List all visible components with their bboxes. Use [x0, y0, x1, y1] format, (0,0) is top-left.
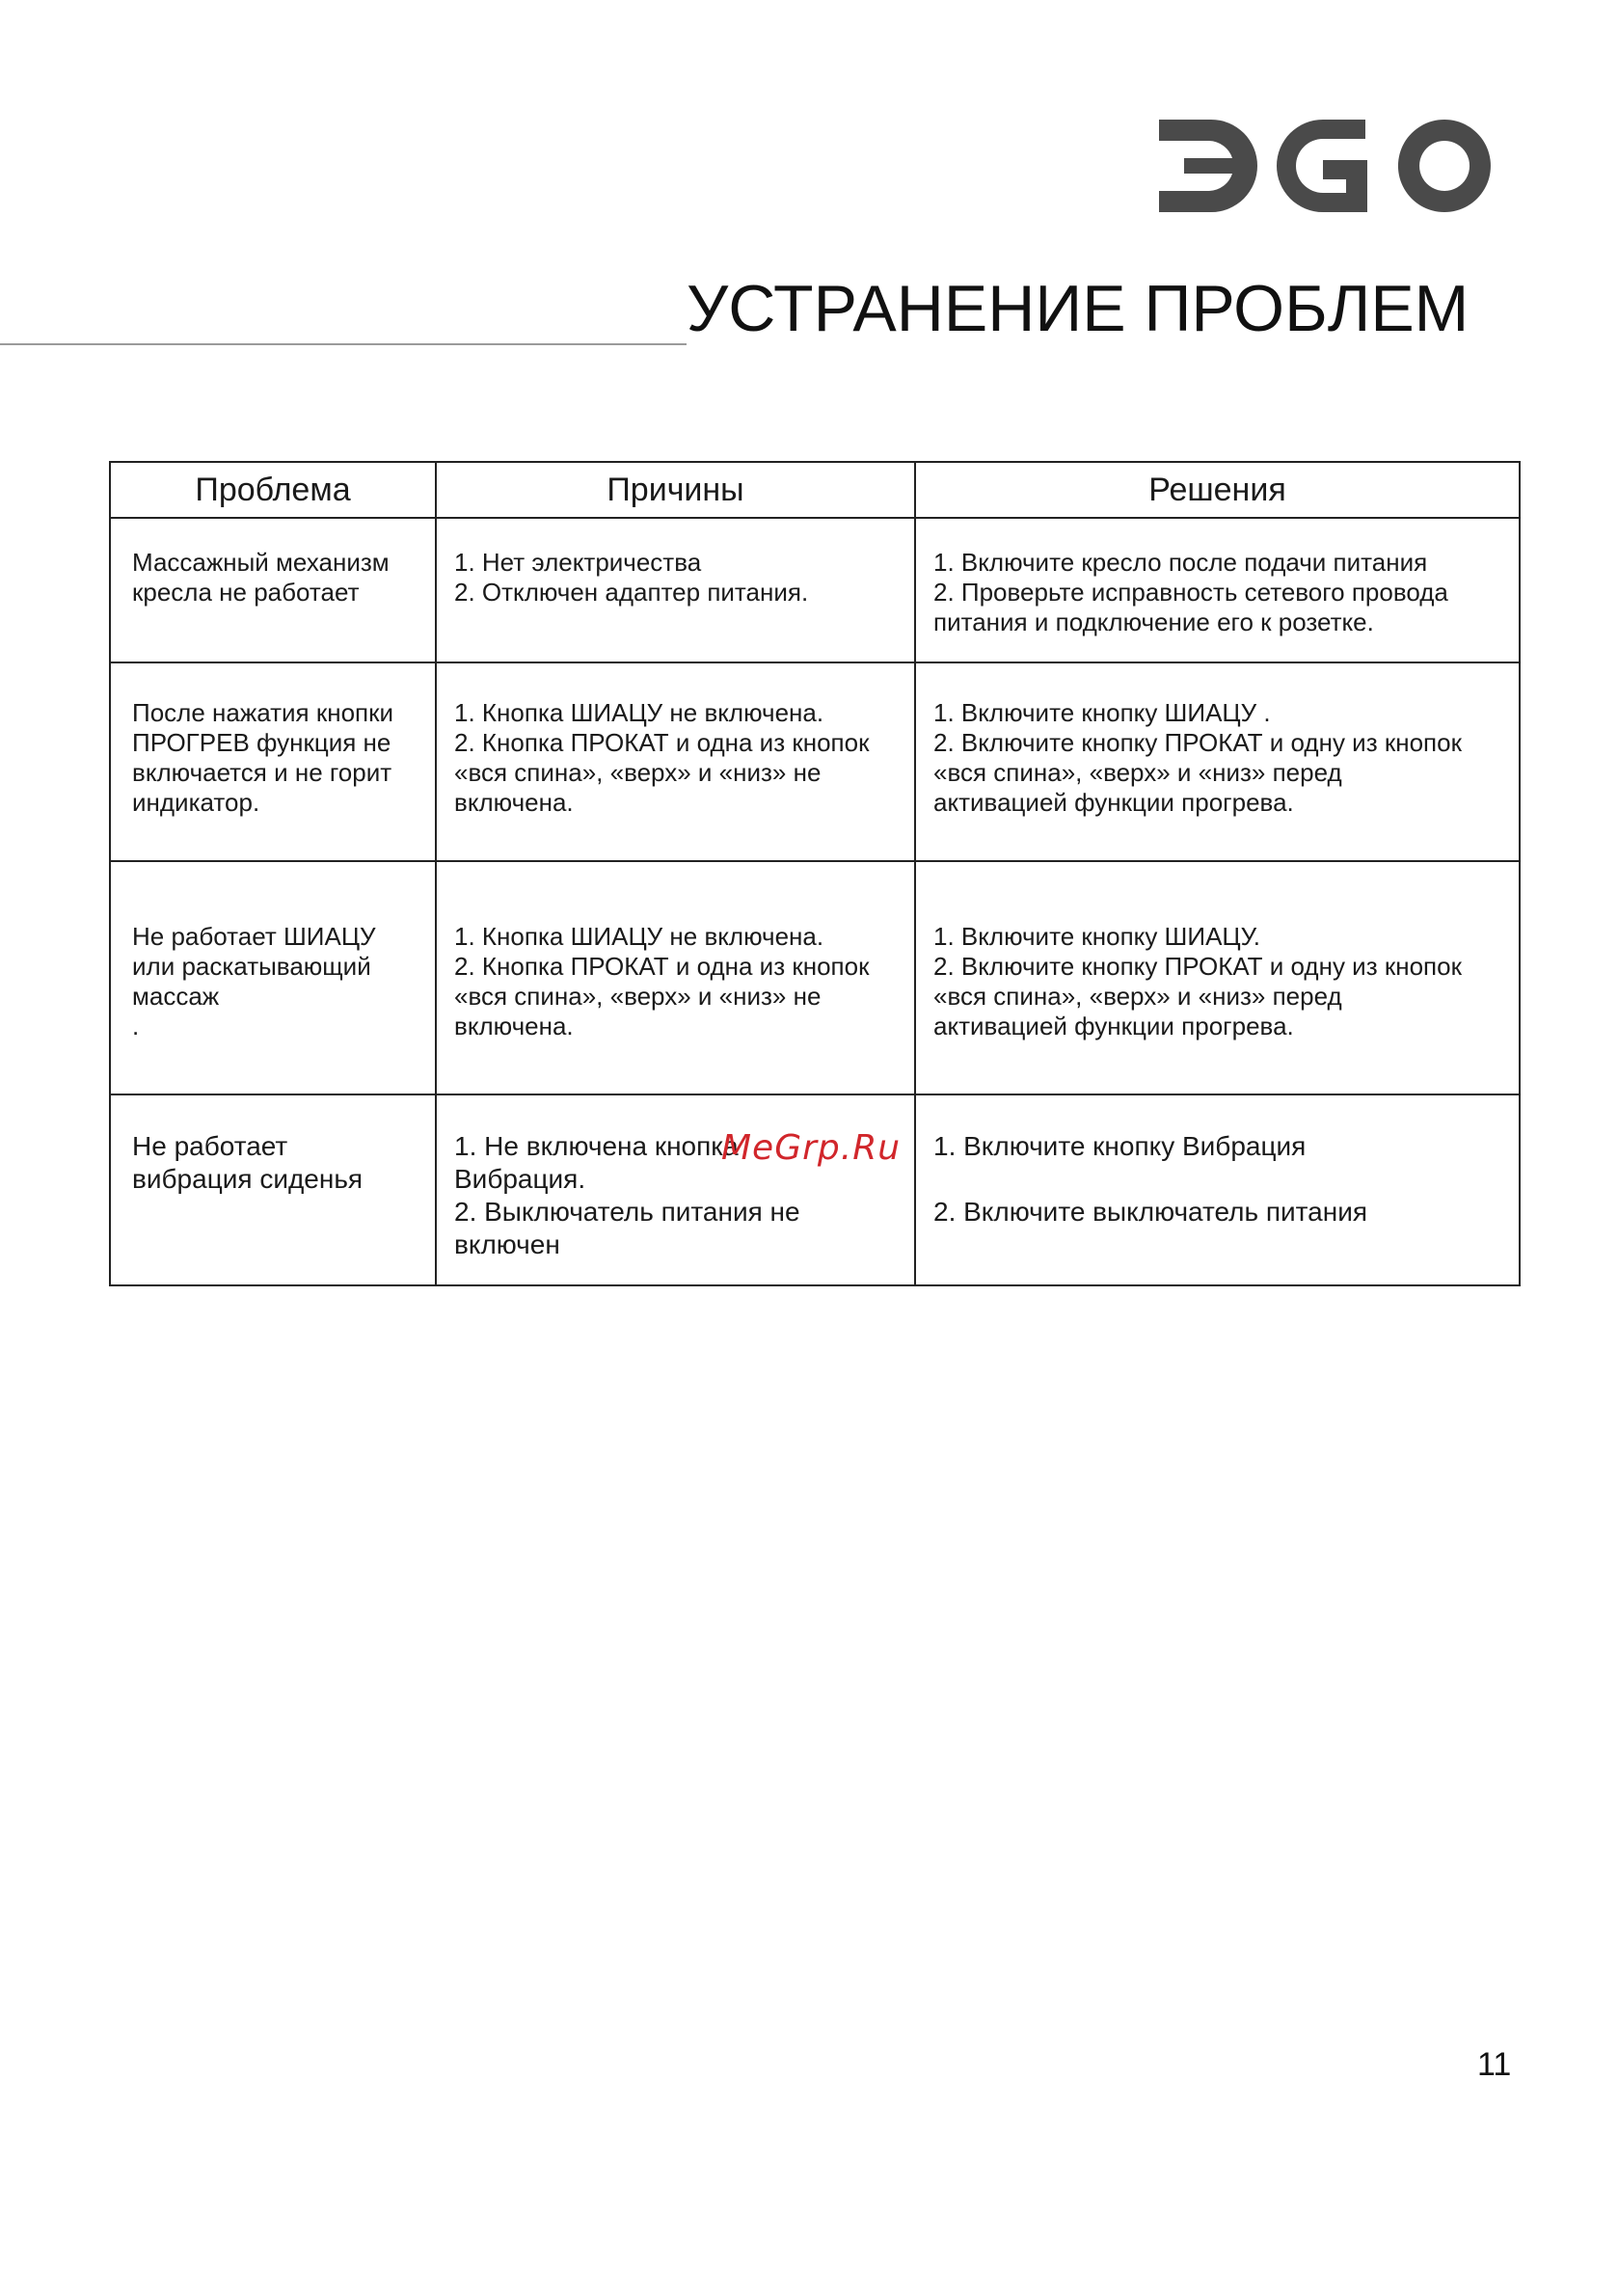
solutions-text: 1. Включите кнопку ШИАЦУ . 2. Включите кнопку ПРОКАТ и одну из кнопок «вся спина», «верх» и «низ» перед активацией функции прогрева.: [933, 698, 1462, 817]
problem-cell: [110, 662, 436, 861]
solutions-cell: [915, 1094, 1520, 1285]
causes-cell: [436, 861, 915, 1094]
causes-cell: [436, 1094, 915, 1285]
page-title: УСТРАНЕНИЕ ПРОБЛЕМ: [687, 272, 1470, 345]
problem-cell: [110, 861, 436, 1094]
causes-text: 1. Не включена кнопка Вибрация. 2. Выключатель питания не включен: [454, 1131, 800, 1259]
logo-letter-o: [1398, 120, 1491, 212]
title-divider: [0, 343, 687, 345]
problem-cell: [110, 518, 436, 662]
table-row: [110, 518, 1520, 662]
logo-letter-e: [1159, 120, 1257, 212]
logo-letter-g: [1277, 120, 1367, 212]
problem-text: После нажатия кнопки ПРОГРЕВ функция не включается и не горит индикатор.: [132, 698, 394, 817]
solutions-text: 1. Включите кресло после подачи питания 2. Проверьте исправность сетевого провода питания и подключение его к розетке.: [933, 548, 1448, 636]
causes-text: 1. Нет электричества 2. Отключен адаптер питания.: [454, 548, 809, 607]
problem-cell: [110, 1094, 436, 1285]
header-problem: Проблема: [110, 462, 436, 518]
page-number: 11: [1477, 2046, 1512, 2083]
causes-cell: [436, 518, 915, 662]
solutions-cell: [915, 662, 1520, 861]
header-causes: Причины: [436, 462, 915, 518]
ego-logo: [1146, 104, 1512, 228]
table-row: [110, 861, 1520, 1094]
problem-text: Массажный механизм кресла не работает: [132, 548, 390, 607]
causes-text: 1. Кнопка ШИАЦУ не включена. 2. Кнопка ПРОКАТ и одна из кнопок «вся спина», «верх» и «низ» не включена.: [454, 698, 870, 817]
problem-text: Не работает вибрация сиденья: [132, 1131, 364, 1194]
solutions-text: 1. Включите кнопку Вибрация 2. Включите выключатель питания: [933, 1131, 1368, 1227]
problem-text: Не работает ШИАЦУ или раскатывающий массаж .: [132, 922, 376, 1040]
solutions-text: 1. Включите кнопку ШИАЦУ. 2. Включите кнопку ПРОКАТ и одну из кнопок «вся спина», «верх» и «низ» перед активацией функции прогрева.: [933, 922, 1462, 1040]
table-row: [110, 1094, 1520, 1285]
causes-cell: [436, 662, 915, 861]
causes-text: 1. Кнопка ШИАЦУ не включена. 2. Кнопка ПРОКАТ и одна из кнопок «вся спина», «верх» и «низ» не включена.: [454, 922, 870, 1040]
table-header-row: [110, 462, 1520, 518]
solutions-cell: [915, 518, 1520, 662]
table-row: [110, 662, 1520, 861]
header-solutions: Решения: [915, 462, 1520, 518]
solutions-cell: [915, 861, 1520, 1094]
watermark: MeGrp.Ru: [721, 1128, 902, 1168]
